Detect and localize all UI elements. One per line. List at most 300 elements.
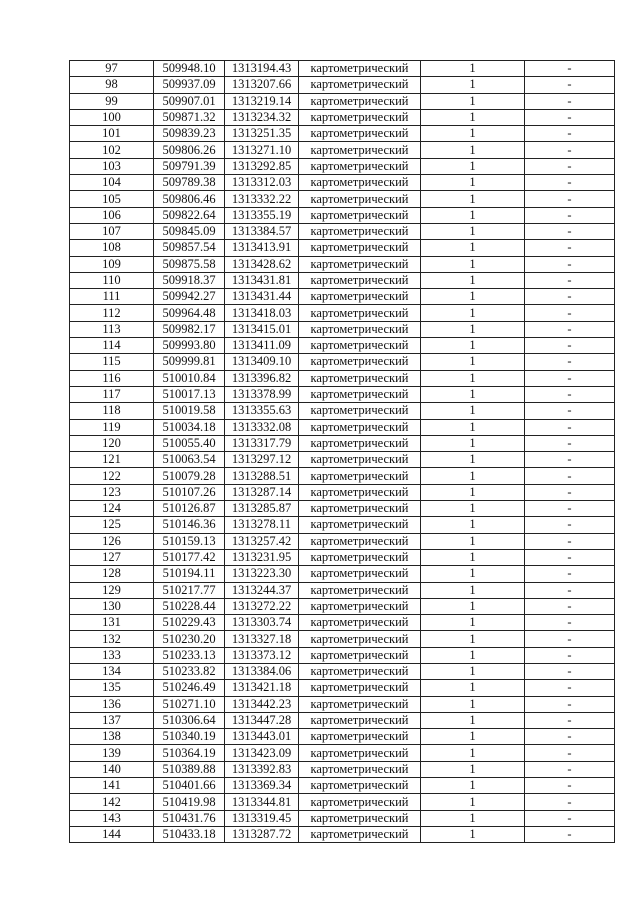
- table-row: [70, 826, 615, 842]
- y-coordinate-cell: 1313312.03: [225, 175, 299, 191]
- method-cell: картометрический: [299, 778, 421, 794]
- point-number-cell: 133: [70, 647, 154, 663]
- method-cell: картометрический: [299, 158, 421, 174]
- description-cell: -: [525, 126, 615, 142]
- y-coordinate-cell: 1313409.10: [225, 354, 299, 370]
- method-cell: картометрический: [299, 93, 421, 109]
- method-cell: картометрический: [299, 468, 421, 484]
- method-cell: картометрический: [299, 631, 421, 647]
- table-row: [70, 582, 615, 598]
- description-cell: -: [525, 517, 615, 533]
- x-coordinate-cell: 509839.23: [154, 126, 225, 142]
- x-coordinate-cell: 509982.17: [154, 321, 225, 337]
- y-coordinate-cell: 1313431.81: [225, 272, 299, 288]
- description-cell: -: [525, 810, 615, 826]
- y-coordinate-cell: 1313194.43: [225, 61, 299, 77]
- y-coordinate-cell: 1313355.63: [225, 403, 299, 419]
- method-cell: картометрический: [299, 272, 421, 288]
- x-coordinate-cell: 510107.26: [154, 484, 225, 500]
- table-row: [70, 810, 615, 826]
- point-number-cell: 122: [70, 468, 154, 484]
- y-coordinate-cell: 1313396.82: [225, 370, 299, 386]
- table-row: [70, 663, 615, 679]
- table-row: [70, 419, 615, 435]
- accuracy-cell: 1: [421, 338, 525, 354]
- point-number-cell: 136: [70, 696, 154, 712]
- y-coordinate-cell: 1313244.37: [225, 582, 299, 598]
- y-coordinate-cell: 1313373.12: [225, 647, 299, 663]
- x-coordinate-cell: 510433.18: [154, 826, 225, 842]
- table-row: [70, 631, 615, 647]
- x-coordinate-cell: 509948.10: [154, 61, 225, 77]
- x-coordinate-cell: 510419.98: [154, 794, 225, 810]
- point-number-cell: 135: [70, 680, 154, 696]
- point-number-cell: 99: [70, 93, 154, 109]
- y-coordinate-cell: 1313317.79: [225, 435, 299, 451]
- x-coordinate-cell: 510010.84: [154, 370, 225, 386]
- coordinates-table: [69, 60, 615, 843]
- y-coordinate-cell: 1313384.57: [225, 223, 299, 239]
- accuracy-cell: 1: [421, 696, 525, 712]
- point-number-cell: 108: [70, 240, 154, 256]
- table-row: [70, 158, 615, 174]
- x-coordinate-cell: 509993.80: [154, 338, 225, 354]
- method-cell: картометрический: [299, 517, 421, 533]
- description-cell: -: [525, 419, 615, 435]
- x-coordinate-cell: 510246.49: [154, 680, 225, 696]
- table-row: [70, 370, 615, 386]
- accuracy-cell: 1: [421, 240, 525, 256]
- y-coordinate-cell: 1313421.18: [225, 680, 299, 696]
- accuracy-cell: 1: [421, 223, 525, 239]
- point-number-cell: 134: [70, 663, 154, 679]
- x-coordinate-cell: 510063.54: [154, 452, 225, 468]
- accuracy-cell: 1: [421, 452, 525, 468]
- method-cell: картометрический: [299, 289, 421, 305]
- method-cell: картометрический: [299, 305, 421, 321]
- table-row: [70, 549, 615, 565]
- y-coordinate-cell: 1313278.11: [225, 517, 299, 533]
- point-number-cell: 114: [70, 338, 154, 354]
- accuracy-cell: 1: [421, 484, 525, 500]
- y-coordinate-cell: 1313344.81: [225, 794, 299, 810]
- table-row: [70, 223, 615, 239]
- method-cell: картометрический: [299, 61, 421, 77]
- accuracy-cell: 1: [421, 272, 525, 288]
- method-cell: картометрический: [299, 810, 421, 826]
- description-cell: -: [525, 354, 615, 370]
- y-coordinate-cell: 1313257.42: [225, 533, 299, 549]
- y-coordinate-cell: 1313431.44: [225, 289, 299, 305]
- table-row: [70, 533, 615, 549]
- description-cell: -: [525, 191, 615, 207]
- method-cell: картометрический: [299, 566, 421, 582]
- method-cell: картометрический: [299, 598, 421, 614]
- description-cell: -: [525, 272, 615, 288]
- description-cell: -: [525, 761, 615, 777]
- method-cell: картометрический: [299, 712, 421, 728]
- point-number-cell: 118: [70, 403, 154, 419]
- method-cell: картометрический: [299, 680, 421, 696]
- point-number-cell: 105: [70, 191, 154, 207]
- x-coordinate-cell: 510364.19: [154, 745, 225, 761]
- y-coordinate-cell: 1313251.35: [225, 126, 299, 142]
- accuracy-cell: 1: [421, 435, 525, 451]
- point-number-cell: 113: [70, 321, 154, 337]
- y-coordinate-cell: 1313369.34: [225, 778, 299, 794]
- y-coordinate-cell: 1313297.12: [225, 452, 299, 468]
- point-number-cell: 104: [70, 175, 154, 191]
- point-number-cell: 126: [70, 533, 154, 549]
- table-row: [70, 61, 615, 77]
- accuracy-cell: 1: [421, 794, 525, 810]
- description-cell: -: [525, 289, 615, 305]
- method-cell: картометрический: [299, 321, 421, 337]
- description-cell: -: [525, 93, 615, 109]
- description-cell: -: [525, 240, 615, 256]
- method-cell: картометрический: [299, 109, 421, 125]
- y-coordinate-cell: 1313413.91: [225, 240, 299, 256]
- x-coordinate-cell: 510159.13: [154, 533, 225, 549]
- description-cell: -: [525, 321, 615, 337]
- point-number-cell: 103: [70, 158, 154, 174]
- x-coordinate-cell: 509942.27: [154, 289, 225, 305]
- y-coordinate-cell: 1313234.32: [225, 109, 299, 125]
- description-cell: -: [525, 142, 615, 158]
- method-cell: картометрический: [299, 77, 421, 93]
- description-cell: -: [525, 729, 615, 745]
- accuracy-cell: 1: [421, 256, 525, 272]
- y-coordinate-cell: 1313411.09: [225, 338, 299, 354]
- accuracy-cell: 1: [421, 207, 525, 223]
- point-number-cell: 110: [70, 272, 154, 288]
- table-row: [70, 745, 615, 761]
- table-row: [70, 729, 615, 745]
- y-coordinate-cell: 1313378.99: [225, 386, 299, 402]
- x-coordinate-cell: 510194.11: [154, 566, 225, 582]
- method-cell: картометрический: [299, 386, 421, 402]
- point-number-cell: 102: [70, 142, 154, 158]
- table-row: [70, 207, 615, 223]
- y-coordinate-cell: 1313285.87: [225, 501, 299, 517]
- description-cell: -: [525, 77, 615, 93]
- x-coordinate-cell: 510055.40: [154, 435, 225, 451]
- point-number-cell: 101: [70, 126, 154, 142]
- x-coordinate-cell: 510177.42: [154, 549, 225, 565]
- y-coordinate-cell: 1313287.72: [225, 826, 299, 842]
- table-row: [70, 696, 615, 712]
- x-coordinate-cell: 510306.64: [154, 712, 225, 728]
- point-number-cell: 127: [70, 549, 154, 565]
- x-coordinate-cell: 509907.01: [154, 93, 225, 109]
- table-row: [70, 403, 615, 419]
- description-cell: -: [525, 501, 615, 517]
- table-row: [70, 484, 615, 500]
- description-cell: -: [525, 61, 615, 77]
- accuracy-cell: 1: [421, 778, 525, 794]
- point-number-cell: 97: [70, 61, 154, 77]
- method-cell: картометрический: [299, 223, 421, 239]
- table-row: [70, 712, 615, 728]
- accuracy-cell: 1: [421, 142, 525, 158]
- point-number-cell: 142: [70, 794, 154, 810]
- table-row: [70, 778, 615, 794]
- y-coordinate-cell: 1313447.28: [225, 712, 299, 728]
- accuracy-cell: 1: [421, 419, 525, 435]
- x-coordinate-cell: 509937.09: [154, 77, 225, 93]
- description-cell: -: [525, 435, 615, 451]
- accuracy-cell: 1: [421, 109, 525, 125]
- x-coordinate-cell: 509822.64: [154, 207, 225, 223]
- x-coordinate-cell: 509918.37: [154, 272, 225, 288]
- description-cell: -: [525, 794, 615, 810]
- description-cell: -: [525, 631, 615, 647]
- accuracy-cell: 1: [421, 549, 525, 565]
- method-cell: картометрический: [299, 647, 421, 663]
- method-cell: картометрический: [299, 484, 421, 500]
- description-cell: -: [525, 533, 615, 549]
- point-number-cell: 98: [70, 77, 154, 93]
- point-number-cell: 115: [70, 354, 154, 370]
- x-coordinate-cell: 509791.39: [154, 158, 225, 174]
- table-row: [70, 566, 615, 582]
- table-row: [70, 142, 615, 158]
- table-row: [70, 468, 615, 484]
- method-cell: картометрический: [299, 256, 421, 272]
- y-coordinate-cell: 1313442.23: [225, 696, 299, 712]
- y-coordinate-cell: 1313332.08: [225, 419, 299, 435]
- description-cell: -: [525, 207, 615, 223]
- table-row: [70, 321, 615, 337]
- accuracy-cell: 1: [421, 680, 525, 696]
- y-coordinate-cell: 1313288.51: [225, 468, 299, 484]
- point-number-cell: 107: [70, 223, 154, 239]
- method-cell: картометрический: [299, 533, 421, 549]
- x-coordinate-cell: 510271.10: [154, 696, 225, 712]
- y-coordinate-cell: 1313423.09: [225, 745, 299, 761]
- table-row: [70, 272, 615, 288]
- table-row: [70, 386, 615, 402]
- x-coordinate-cell: 509789.38: [154, 175, 225, 191]
- method-cell: картометрический: [299, 126, 421, 142]
- x-coordinate-cell: 509871.32: [154, 109, 225, 125]
- method-cell: картометрический: [299, 663, 421, 679]
- table-row: [70, 240, 615, 256]
- description-cell: -: [525, 468, 615, 484]
- table-row: [70, 126, 615, 142]
- accuracy-cell: 1: [421, 533, 525, 549]
- description-cell: -: [525, 680, 615, 696]
- point-number-cell: 131: [70, 615, 154, 631]
- method-cell: картометрический: [299, 354, 421, 370]
- table-row: [70, 354, 615, 370]
- description-cell: -: [525, 615, 615, 631]
- accuracy-cell: 1: [421, 468, 525, 484]
- y-coordinate-cell: 1313271.10: [225, 142, 299, 158]
- description-cell: -: [525, 778, 615, 794]
- x-coordinate-cell: 509964.48: [154, 305, 225, 321]
- x-coordinate-cell: 509875.58: [154, 256, 225, 272]
- x-coordinate-cell: 510340.19: [154, 729, 225, 745]
- method-cell: картометрический: [299, 729, 421, 745]
- description-cell: -: [525, 582, 615, 598]
- method-cell: картометрический: [299, 403, 421, 419]
- point-number-cell: 100: [70, 109, 154, 125]
- table-row: [70, 289, 615, 305]
- table-row: [70, 501, 615, 517]
- y-coordinate-cell: 1313384.06: [225, 663, 299, 679]
- point-number-cell: 125: [70, 517, 154, 533]
- x-coordinate-cell: 509806.46: [154, 191, 225, 207]
- method-cell: картометрический: [299, 696, 421, 712]
- x-coordinate-cell: 509857.54: [154, 240, 225, 256]
- point-number-cell: 139: [70, 745, 154, 761]
- point-number-cell: 120: [70, 435, 154, 451]
- x-coordinate-cell: 510233.82: [154, 663, 225, 679]
- point-number-cell: 111: [70, 289, 154, 305]
- description-cell: -: [525, 745, 615, 761]
- accuracy-cell: 1: [421, 126, 525, 142]
- method-cell: картометрический: [299, 549, 421, 565]
- y-coordinate-cell: 1313392.83: [225, 761, 299, 777]
- point-number-cell: 144: [70, 826, 154, 842]
- x-coordinate-cell: 509999.81: [154, 354, 225, 370]
- accuracy-cell: 1: [421, 826, 525, 842]
- y-coordinate-cell: 1313287.14: [225, 484, 299, 500]
- point-number-cell: 138: [70, 729, 154, 745]
- point-number-cell: 123: [70, 484, 154, 500]
- description-cell: -: [525, 256, 615, 272]
- x-coordinate-cell: 510126.87: [154, 501, 225, 517]
- point-number-cell: 128: [70, 566, 154, 582]
- accuracy-cell: 1: [421, 598, 525, 614]
- x-coordinate-cell: 510389.88: [154, 761, 225, 777]
- accuracy-cell: 1: [421, 403, 525, 419]
- method-cell: картометрический: [299, 452, 421, 468]
- description-cell: -: [525, 158, 615, 174]
- y-coordinate-cell: 1313443.01: [225, 729, 299, 745]
- point-number-cell: 132: [70, 631, 154, 647]
- description-cell: -: [525, 549, 615, 565]
- description-cell: -: [525, 696, 615, 712]
- x-coordinate-cell: 509845.09: [154, 223, 225, 239]
- method-cell: картометрический: [299, 582, 421, 598]
- x-coordinate-cell: 510079.28: [154, 468, 225, 484]
- method-cell: картометрический: [299, 761, 421, 777]
- point-number-cell: 112: [70, 305, 154, 321]
- x-coordinate-cell: 509806.26: [154, 142, 225, 158]
- y-coordinate-cell: 1313292.85: [225, 158, 299, 174]
- accuracy-cell: 1: [421, 93, 525, 109]
- description-cell: -: [525, 338, 615, 354]
- x-coordinate-cell: 510017.13: [154, 386, 225, 402]
- method-cell: картометрический: [299, 794, 421, 810]
- accuracy-cell: 1: [421, 517, 525, 533]
- table-row: [70, 77, 615, 93]
- accuracy-cell: 1: [421, 647, 525, 663]
- method-cell: картометрический: [299, 175, 421, 191]
- accuracy-cell: 1: [421, 354, 525, 370]
- y-coordinate-cell: 1313332.22: [225, 191, 299, 207]
- description-cell: -: [525, 386, 615, 402]
- accuracy-cell: 1: [421, 370, 525, 386]
- description-cell: -: [525, 598, 615, 614]
- accuracy-cell: 1: [421, 615, 525, 631]
- description-cell: -: [525, 403, 615, 419]
- table-row: [70, 680, 615, 696]
- x-coordinate-cell: 510401.66: [154, 778, 225, 794]
- accuracy-cell: 1: [421, 386, 525, 402]
- point-number-cell: 130: [70, 598, 154, 614]
- method-cell: картометрический: [299, 338, 421, 354]
- table-row: [70, 647, 615, 663]
- x-coordinate-cell: 510034.18: [154, 419, 225, 435]
- x-coordinate-cell: 510431.76: [154, 810, 225, 826]
- method-cell: картометрический: [299, 419, 421, 435]
- table-row: [70, 615, 615, 631]
- table-row: [70, 338, 615, 354]
- y-coordinate-cell: 1313418.03: [225, 305, 299, 321]
- table-row: [70, 435, 615, 451]
- description-cell: -: [525, 663, 615, 679]
- y-coordinate-cell: 1313219.14: [225, 93, 299, 109]
- method-cell: картометрический: [299, 370, 421, 386]
- x-coordinate-cell: 510019.58: [154, 403, 225, 419]
- method-cell: картометрический: [299, 191, 421, 207]
- accuracy-cell: 1: [421, 810, 525, 826]
- x-coordinate-cell: 510228.44: [154, 598, 225, 614]
- description-cell: -: [525, 305, 615, 321]
- point-number-cell: 141: [70, 778, 154, 794]
- point-number-cell: 117: [70, 386, 154, 402]
- table-row: [70, 517, 615, 533]
- point-number-cell: 106: [70, 207, 154, 223]
- description-cell: -: [525, 452, 615, 468]
- x-coordinate-cell: 510230.20: [154, 631, 225, 647]
- accuracy-cell: 1: [421, 61, 525, 77]
- table-row: [70, 109, 615, 125]
- accuracy-cell: 1: [421, 712, 525, 728]
- description-cell: -: [525, 826, 615, 842]
- accuracy-cell: 1: [421, 289, 525, 305]
- y-coordinate-cell: 1313207.66: [225, 77, 299, 93]
- y-coordinate-cell: 1313327.18: [225, 631, 299, 647]
- table-row: [70, 452, 615, 468]
- y-coordinate-cell: 1313319.45: [225, 810, 299, 826]
- description-cell: -: [525, 566, 615, 582]
- point-number-cell: 116: [70, 370, 154, 386]
- method-cell: картометрический: [299, 207, 421, 223]
- accuracy-cell: 1: [421, 191, 525, 207]
- y-coordinate-cell: 1313223.30: [225, 566, 299, 582]
- description-cell: -: [525, 175, 615, 191]
- y-coordinate-cell: 1313355.19: [225, 207, 299, 223]
- description-cell: -: [525, 484, 615, 500]
- accuracy-cell: 1: [421, 77, 525, 93]
- table-row: [70, 191, 615, 207]
- point-number-cell: 137: [70, 712, 154, 728]
- accuracy-cell: 1: [421, 582, 525, 598]
- method-cell: картометрический: [299, 501, 421, 517]
- accuracy-cell: 1: [421, 175, 525, 191]
- point-number-cell: 124: [70, 501, 154, 517]
- y-coordinate-cell: 1313415.01: [225, 321, 299, 337]
- y-coordinate-cell: 1313272.22: [225, 598, 299, 614]
- point-number-cell: 119: [70, 419, 154, 435]
- method-cell: картометрический: [299, 615, 421, 631]
- table-row: [70, 794, 615, 810]
- point-number-cell: 143: [70, 810, 154, 826]
